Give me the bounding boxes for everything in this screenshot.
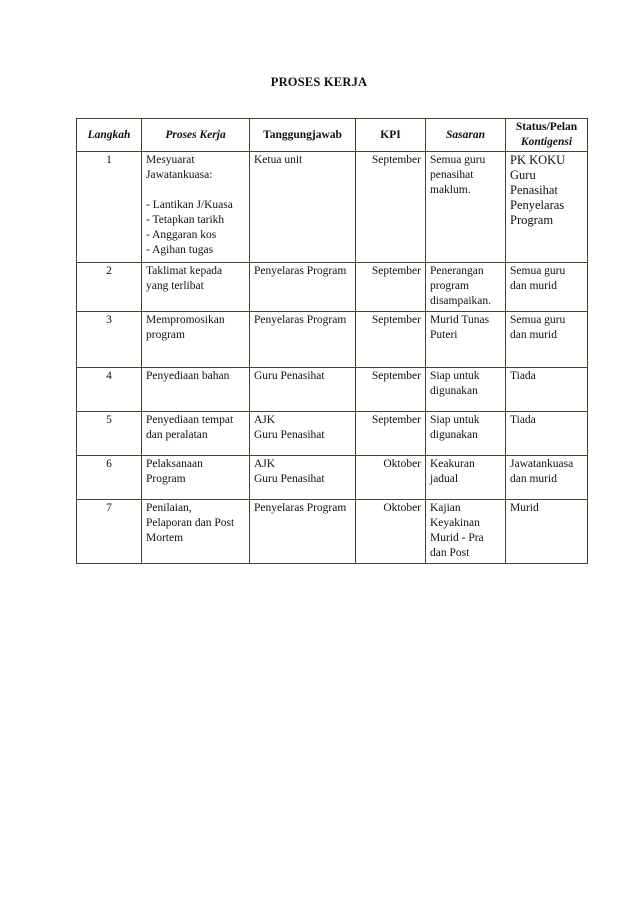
proses-line: dan peralatan bbox=[146, 429, 208, 441]
tanggungjawab-line: Guru Penasihat bbox=[254, 429, 325, 441]
sasaran-line: program bbox=[430, 280, 469, 292]
cell-proses-kerja bbox=[142, 412, 250, 456]
proses-line: Penilaian, bbox=[146, 502, 192, 514]
table-row bbox=[77, 152, 588, 263]
status-line: Tiada bbox=[510, 414, 536, 426]
proses-line: - Lantikan J/Kuasa bbox=[146, 199, 233, 211]
cell-kpi: September bbox=[356, 152, 426, 263]
cell-status bbox=[506, 456, 588, 500]
cell-sasaran bbox=[426, 500, 506, 564]
cell-tanggungjawab bbox=[250, 456, 356, 500]
cell-sasaran bbox=[426, 263, 506, 312]
proses-line: Pelaksanaan bbox=[146, 458, 203, 470]
cell-kpi: Oktober bbox=[356, 456, 426, 500]
proses-line: Penyediaan tempat bbox=[146, 414, 234, 426]
cell-sasaran bbox=[426, 152, 506, 263]
cell-langkah: 7 bbox=[77, 500, 142, 564]
status-line: Penyelaras bbox=[510, 198, 565, 212]
cell-langkah: 2 bbox=[77, 263, 142, 312]
status-line: Semua guru bbox=[510, 314, 566, 326]
cell-kpi: September bbox=[356, 412, 426, 456]
cell-proses-kerja bbox=[142, 368, 250, 412]
sasaran-line: Penerangan bbox=[430, 265, 484, 277]
sasaran-line: jadual bbox=[430, 473, 459, 485]
proses-line bbox=[146, 183, 245, 198]
header-row bbox=[77, 119, 588, 152]
cell-tanggungjawab bbox=[250, 263, 356, 312]
status-line: Jawatankuasa bbox=[510, 458, 574, 470]
sasaran-line: disampaikan. bbox=[430, 295, 491, 307]
cell-status bbox=[506, 152, 588, 263]
sasaran-line: Puteri bbox=[430, 329, 458, 341]
header-status-line2: Kontigensi bbox=[520, 136, 573, 148]
proses-line: - Agihan tugas bbox=[146, 244, 214, 256]
proses-line: Pelaporan dan Post bbox=[146, 517, 235, 529]
table-row bbox=[77, 500, 588, 564]
proses-line: - Anggaran kos bbox=[146, 229, 217, 241]
cell-status bbox=[506, 312, 588, 368]
proses-line: Mesyuarat bbox=[146, 154, 195, 166]
cell-sasaran bbox=[426, 412, 506, 456]
cell-tanggungjawab bbox=[250, 500, 356, 564]
tanggungjawab-line: Guru Penasihat bbox=[254, 473, 325, 485]
proses-line: Jawatankuasa: bbox=[146, 169, 213, 181]
tanggungjawab-line: Penyelaras Program bbox=[254, 502, 347, 514]
table-row bbox=[77, 368, 588, 412]
table-row bbox=[77, 263, 588, 312]
tanggungjawab-line: AJK bbox=[254, 414, 276, 426]
header-tanggungjawab: Tanggungjawab bbox=[250, 119, 356, 152]
cell-langkah: 4 bbox=[77, 368, 142, 412]
status-line: Program bbox=[510, 213, 554, 227]
proses-line: Penyediaan bahan bbox=[146, 370, 230, 382]
cell-langkah: 6 bbox=[77, 456, 142, 500]
cell-kpi: September bbox=[356, 263, 426, 312]
status-line: Murid bbox=[510, 502, 539, 514]
sasaran-line: Murid Tunas bbox=[430, 314, 490, 326]
sasaran-line: Murid - Pra bbox=[430, 532, 484, 544]
table-row bbox=[77, 456, 588, 500]
cell-sasaran bbox=[426, 368, 506, 412]
proses-line: Mempromosikan bbox=[146, 314, 225, 326]
cell-proses-kerja bbox=[142, 456, 250, 500]
page-title: PROSES KERJA bbox=[270, 75, 368, 89]
work-process-table bbox=[76, 118, 588, 564]
cell-proses-kerja bbox=[142, 152, 250, 263]
proses-line: - Tetapkan tarikh bbox=[146, 214, 225, 226]
status-line: Tiada bbox=[510, 370, 536, 382]
tanggungjawab-line: AJK bbox=[254, 458, 276, 470]
table-row bbox=[77, 412, 588, 456]
header-langkah: Langkah bbox=[77, 119, 142, 152]
sasaran-line: Keakuran bbox=[430, 458, 475, 470]
header-proses-kerja: Proses Kerja bbox=[142, 119, 250, 152]
sasaran-line: Siap untuk bbox=[430, 414, 480, 426]
header-kpi: KPI bbox=[356, 119, 426, 152]
sasaran-line: Siap untuk bbox=[430, 370, 480, 382]
tanggungjawab-line: Ketua unit bbox=[254, 154, 303, 166]
cell-kpi: September bbox=[356, 312, 426, 368]
cell-proses-kerja bbox=[142, 500, 250, 564]
tanggungjawab-line: Guru Penasihat bbox=[254, 370, 325, 382]
cell-proses-kerja bbox=[142, 312, 250, 368]
sasaran-line: penasihat bbox=[430, 169, 474, 181]
status-line: dan murid bbox=[510, 280, 557, 292]
cell-proses-kerja bbox=[142, 263, 250, 312]
proses-line: Mortem bbox=[146, 532, 184, 544]
proses-line: program bbox=[146, 329, 185, 341]
tanggungjawab-line: Penyelaras Program bbox=[254, 314, 347, 326]
cell-sasaran bbox=[426, 456, 506, 500]
cell-status bbox=[506, 500, 588, 564]
sasaran-line: digunakan bbox=[430, 385, 478, 397]
table-row bbox=[77, 312, 588, 368]
header-status-line1: Status/Pelan bbox=[515, 121, 578, 133]
proses-line: Taklimat kepada bbox=[146, 265, 223, 277]
cell-status bbox=[506, 263, 588, 312]
sasaran-line: digunakan bbox=[430, 429, 478, 441]
sasaran-line: Semua guru bbox=[430, 154, 486, 166]
cell-tanggungjawab bbox=[250, 312, 356, 368]
cell-status bbox=[506, 412, 588, 456]
header-sasaran: Sasaran bbox=[426, 119, 506, 152]
status-line: Guru Penasihat bbox=[510, 168, 558, 197]
status-line: PK KOKU bbox=[510, 153, 566, 167]
sasaran-line: maklum. bbox=[430, 184, 471, 196]
cell-langkah: 1 bbox=[77, 152, 142, 263]
header-status bbox=[506, 119, 588, 152]
sasaran-line: Keyakinan bbox=[430, 517, 480, 529]
proses-line: Program bbox=[146, 473, 186, 485]
cell-sasaran bbox=[426, 312, 506, 368]
cell-langkah: 5 bbox=[77, 412, 142, 456]
cell-tanggungjawab bbox=[250, 368, 356, 412]
cell-kpi: September bbox=[356, 368, 426, 412]
status-line: dan murid bbox=[510, 473, 557, 485]
tanggungjawab-line: Penyelaras Program bbox=[254, 265, 347, 277]
cell-tanggungjawab bbox=[250, 412, 356, 456]
status-line: Semua guru bbox=[510, 265, 566, 277]
sasaran-line: Kajian bbox=[430, 502, 461, 514]
cell-kpi: Oktober bbox=[356, 500, 426, 564]
sasaran-line: dan Post bbox=[430, 547, 470, 559]
cell-tanggungjawab bbox=[250, 152, 356, 263]
proses-line: yang terlibat bbox=[146, 280, 204, 292]
cell-langkah: 3 bbox=[77, 312, 142, 368]
cell-status bbox=[506, 368, 588, 412]
status-line: dan murid bbox=[510, 329, 557, 341]
